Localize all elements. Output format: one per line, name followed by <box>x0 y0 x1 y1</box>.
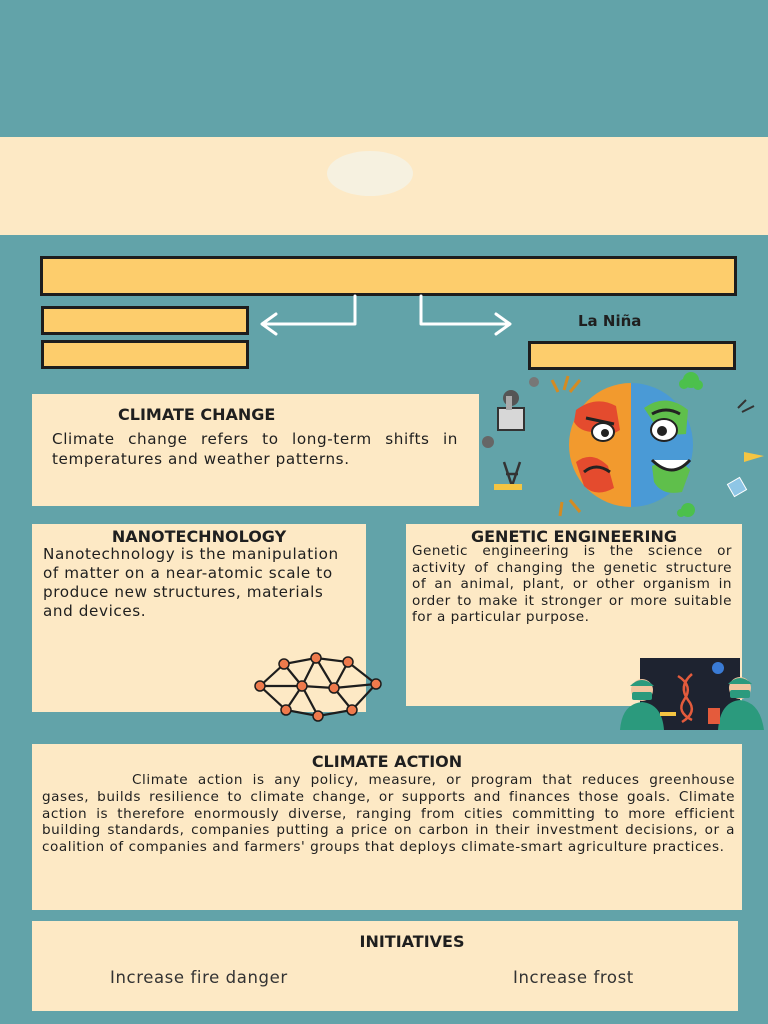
diagram-left-box-2 <box>41 340 249 369</box>
initiatives-card <box>32 921 738 1011</box>
nanotechnology-body: Nanotechnology is the manipulation of matter on a near-atomic scale to produce new structures, materials and devices. <box>43 545 339 620</box>
initiative-item: Increase fire danger <box>110 968 288 987</box>
earth-split-icon <box>476 370 768 520</box>
lab-scientists-icon <box>618 656 768 730</box>
climate-change-title: CLIMATE CHANGE <box>118 405 276 424</box>
climate-action-card <box>32 744 742 910</box>
climate-change-body: Climate change refers to long-term shifts in temperatures and weather patterns. <box>52 430 458 468</box>
initiatives-title: INITIATIVES <box>359 932 465 951</box>
climate-action-title: CLIMATE ACTION <box>311 752 463 771</box>
climate-change-card <box>32 394 479 506</box>
header-oval <box>327 151 413 196</box>
diagram-right-label: La Niña <box>578 312 642 330</box>
genetic-engineering-body: Genetic engineering is the science or activity of changing the genetic structure of an animal, plant, or other organism in order to make it stronger or more suitable for a particular purpose. <box>412 543 732 626</box>
nanotechnology-title: NANOTECHNOLOGY <box>111 527 287 546</box>
molecule-network-icon <box>252 650 386 722</box>
diagram-top-box <box>40 256 737 296</box>
diagram-left-box-1 <box>41 306 249 335</box>
initiative-item: Increase frost <box>513 968 634 987</box>
climate-action-body: Climate action is any policy, measure, or program that reduces greenhouse gases, builds resilience to climate change, or supports and finances those goals. Climate action is therefore enormously diverse, ranging from cities committing to more efficient building standards, companies putting a price on carbon in their investment decisions, or a coalition of companies and farmers' groups that deploys climate-smart agriculture practices. <box>42 772 735 856</box>
diagram-arrows <box>250 294 530 344</box>
genetic-engineering-title: GENETIC ENGINEERING <box>470 527 677 546</box>
diagram-right-box <box>528 341 736 370</box>
